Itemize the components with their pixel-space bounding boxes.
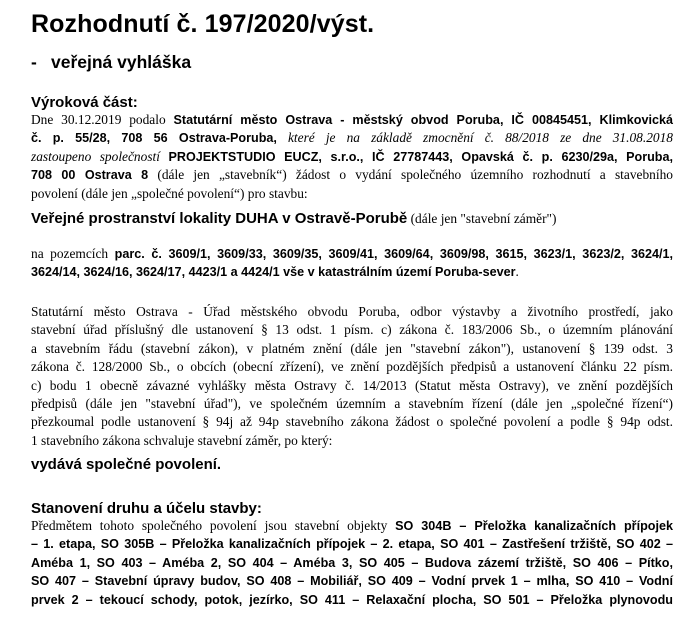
building-objects: prvek 2 – tekoucí schody, potok, jezírko, SO 411 – Relaxační plocha, SO 501 – Přeložka plynovodu	[31, 592, 673, 607]
parcels-line	[31, 245, 673, 263]
vyrok-line	[31, 111, 673, 129]
authority-line: Statutární město Ostrava - Úřad městského obvodu Poruba, odbor výstavby a životního prostředí, jako	[31, 304, 673, 319]
authority-line: přezkoumal podle ustanovení § 94j až 94p stavebního zákona žádost o společné povolení a podle § 94p odst.	[31, 414, 673, 430]
project-name: Veřejné prostranství lokality DUHA v Ostravě-Porubě	[31, 210, 408, 227]
vyrok-line	[31, 129, 673, 147]
subtitle-text: veřejná vyhláška	[51, 52, 192, 72]
section-heading-vyrok: Výroková část:	[31, 94, 138, 111]
parcels-list: parc. č. 3609/1, 3609/33, 3609/35, 3609/41, 3609/64, 3609/98, 3615, 3623/1, 3623/2, 3624/1,	[114, 247, 673, 261]
applicant-name: Statutární město Ostrava - městský obvod Poruba, IČ 00845451, Klimkovická	[173, 113, 674, 127]
parcels-prefix: na pozemcích	[31, 246, 115, 261]
vyrok-line	[31, 148, 673, 166]
representative-address: 708 00 Ostrava 8	[31, 168, 149, 183]
building-objects: – 1. etapa, SO 305B – Přeložka kanalizačních přípojek – 2. etapa, SO 401 – Zastřešení tržiště, SO 402 –	[31, 537, 673, 552]
authority-line: 1 stavebního zákona schvaluje stavební záměr, po který:	[31, 432, 333, 448]
stanoveni-line	[31, 554, 673, 572]
project-suffix: (dále jen "stavební záměr")	[407, 211, 557, 226]
stanoveni-line	[31, 591, 673, 609]
vyrok-line-text: povolení (dále jen „společné povolení“) pro stavbu:	[31, 185, 308, 201]
authority-line: zákona č. 128/2000 Sb., o obcích (obecní zřízení), ve znění pozdějších předpisů a ustanovení článku 22 písm.	[31, 359, 673, 375]
vyrok-line-text: které je na základě zmocnění č. 88/2018 ze dne 31.08.2018	[276, 130, 673, 146]
vyrok-line	[31, 185, 673, 203]
representative-name: PROJEKTSTUDIO EUCZ, s.r.o., IČ 27787443, Opavská č. p. 6230/29a, Poruba,	[168, 149, 673, 164]
stanoveni-line	[31, 535, 673, 553]
parcels-paragraph	[31, 245, 673, 282]
building-objects: Améba 1, SO 403 – Améba 2, SO 404 – Améba 3, SO 405 – Budova zázemí tržiště, SO 406 – Pítko,	[31, 555, 673, 570]
stanoveni-paragraph	[31, 517, 673, 609]
section-heading-stanoveni: Stanovení druhu a účelu stavby:	[31, 500, 262, 517]
authority-line: a stavebním řádu (stavební zákon), v platném znění (dále jen "stavební zákon"), ustanovení § 139 odst. 3	[31, 340, 673, 356]
authority-paragraph	[31, 303, 673, 450]
vyrok-line-text: (dále jen „stavebník“) žádost o vydání společného územního rozhodnutí a stavebního	[148, 167, 673, 183]
stanoveni-line	[31, 572, 673, 590]
building-objects: SO 407 – Stavební úpravy budov, SO 408 – Mobiliář, SO 409 – Vodní prvek 1 – mlha, SO 410 – Vodní	[31, 574, 673, 589]
parcels-list: 3624/14, 3624/16, 3624/17, 4423/1 a 4424/1 vše v katastrálním území Poruba-sever	[31, 265, 516, 280]
stanoveni-line: Předmětem tohoto společného povolení jsou stavební objekty SO 304B – Přeložka kanalizačních přípojek	[31, 518, 673, 533]
vyrok-paragraph	[31, 111, 673, 203]
vyrok-line-text: zastoupeno společností	[31, 148, 169, 164]
subtitle-dash: -	[31, 52, 37, 72]
vyrok-line	[31, 166, 673, 184]
project-title	[31, 210, 556, 227]
applicant-address: č. p. 55/28, 708 56 Ostrava-Poruba,	[31, 131, 277, 146]
authority-line: předpisů (dále jen "stavební úřad"), ve společném územním a stavebním řízení (dále jen „společné řízení“)	[31, 396, 673, 412]
parcels-line: 3624/14, 3624/16, 3624/17, 4423/1 a 4424/1 vše v katastrálním území Poruba-sever.	[31, 264, 519, 280]
document-subtitle	[31, 52, 191, 73]
authority-line: stavební úřad příslušný dle ustanovení § 13 odst. 1 písm. c) zákona č. 183/2006 Sb., o územním plánování	[31, 322, 673, 338]
vyrok-line-text: Dne 30.12.2019 podalo	[31, 112, 174, 127]
document-title: Rozhodnutí č. 197/2020/výst.	[31, 10, 375, 38]
authority-line: c) bodu 1 obecně závazné vyhlášky města Ostravy č. 14/2013 (Statut města Ostravy), ve znění pozdějších	[31, 377, 673, 393]
decision-statement: vydává společné povolení.	[31, 456, 222, 473]
building-objects: SO 304B – Přeložka kanalizačních přípojek	[395, 519, 673, 533]
